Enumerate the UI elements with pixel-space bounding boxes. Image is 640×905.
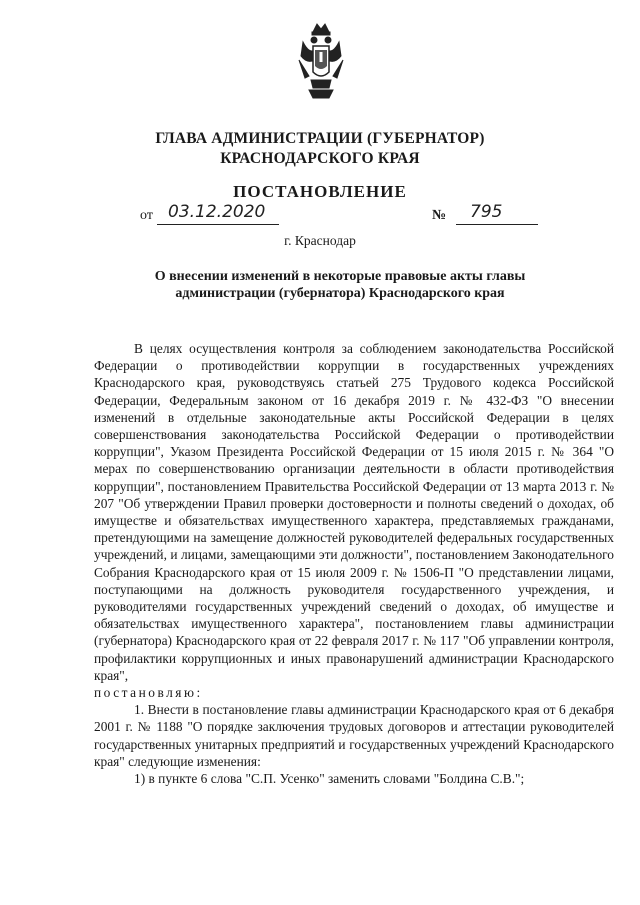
- document-number: 795: [470, 202, 503, 222]
- document-body: [94, 340, 614, 787]
- date-underline: [157, 224, 279, 225]
- org-title-line1: ГЛАВА АДМИНИСТРАЦИИ (ГУБЕРНАТОР): [155, 130, 485, 147]
- krasnodar-coat-of-arms-icon: [295, 20, 347, 102]
- number-underline: [456, 224, 538, 225]
- document-type: ПОСТАНОВЛЕНИЕ: [233, 182, 407, 201]
- decree-word: постановляю:: [94, 685, 203, 701]
- item-1-paragraph: 1. Внести в постановление главы администрации Краснодарского края от 6 декабря 2001 г. № 1188 "О порядке заключения трудовых договоров и аттестации руководителей государственных унитарных предприятий и государственных учреждений Краснодарского края" следующие изменения:: [94, 702, 614, 769]
- date-prefix: от: [140, 208, 153, 223]
- document-subject: О внесении изменений в некоторые правовые акты главы администрации (губернатора) Краснодарского края: [154, 269, 526, 301]
- preamble-paragraph: В целях осуществления контроля за соблюдением законодательства Российской Федерации о противодействии коррупции в государственных учреждениях Краснодарского края, руководствуясь статьей 275 Трудового кодекса Российской Федерации, Федеральным законом от 16 декабря 2019 г. № 432-ФЗ "О внесении изменений в отдельные законодательные акты Российской Федерации в целях совершенствования законодательства Российской Федерации о противодействии коррупции", Указом Президента Российской Федерации от 15 июля 2015 г. № 364 "О мерах по совершенствованию организации деятельности в области противодействия коррупции", постановлением Правительства Российской Федерации от 13 марта 2013 г. № 207 "Об утверждении Правил проверки достоверности и полноты сведений о доходах, об имуществе и обязательствах имущественного характера, представляемых гражданами, претендующими на замещение должностей руководителей федеральных государственных учреждений, и лицами, замещающими эти должности", постановлением Законодательного Собрания Краснодарского края от 15 июля 2009 г. № 1506-П "О представлении лицами, поступающими на должность руководителя государственного учреждения, и руководителями государственных учреждений сведений о доходах, об имуществе и обязательствах имущественного характера", постановлением главы администрации (губернатора) Краснодарского края от 22 февраля 2017 г. № 117 "Об управлении контроля, профилактики коррупционных и иных правонарушений администрации Краснодарского края",: [94, 341, 614, 683]
- org-title-line2: КРАСНОДАРСКОГО КРАЯ: [220, 150, 420, 167]
- document-date: 03.12.2020: [168, 202, 266, 222]
- city-name: г. Краснодар: [284, 233, 356, 248]
- number-label: №: [432, 208, 447, 223]
- item-1-1-paragraph: 1) в пункте 6 слова "С.П. Усенко" заменить словами "Болдина С.В.";: [134, 771, 525, 787]
